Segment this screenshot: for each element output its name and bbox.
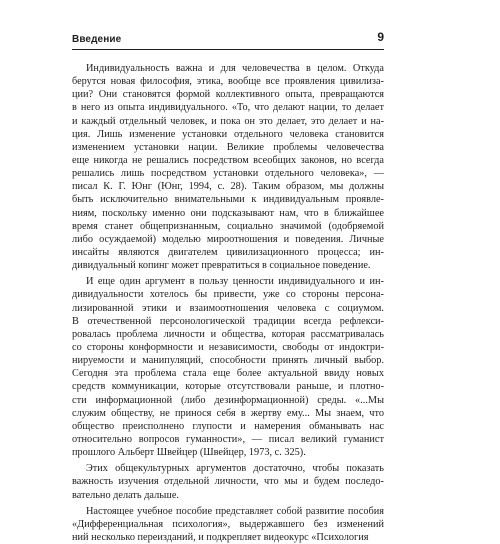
text-line: инсайты являются двигателем цивилизационного процесса; ин- xyxy=(72,246,384,258)
text-line: И еще один аргумент в пользу ценности индивидуального и ин- xyxy=(86,276,384,288)
text-line: средств коммуникации, которые отсутствовали раньше, и плотно- xyxy=(72,381,384,393)
text-line: быть исключительно внимательными к индивидуальным проявле- xyxy=(72,194,384,206)
text-line: либо осуждаемой) моделью мироотношения и поведения. Личные xyxy=(72,233,384,245)
text-line: писал К. Г. Юнг (Юнг, 1994, с. 28). Таким образом, мы должны xyxy=(72,181,384,193)
text-line: служим обществу, не принося себя в жертву ему... Мы знаем, что xyxy=(72,407,384,419)
text-line: нируемости и манипуляций, способности принять личный выбор. xyxy=(72,355,384,367)
text-line: время станет общепризнанным, социально значимой (одобряемой xyxy=(72,220,384,232)
text-line: «Дифференциальная психология», выдержавшего без изменений xyxy=(72,518,384,530)
page-number: 9 xyxy=(377,30,384,44)
text-line: Этих общекультурных аргументов достаточно, чтобы показать xyxy=(86,463,384,475)
text-line: еще никогда не решались посредством всеобщих законов, но всегда xyxy=(72,154,384,166)
paragraph xyxy=(72,505,384,544)
text-line: лизированной этики и взаимоотношения человека с социумом. xyxy=(72,302,384,314)
text-line: общество преисполнено глупости и намерения обманывать нас xyxy=(72,420,384,432)
text-line: ниям, поскольку именно они подсказывают нам, что в ближайшее xyxy=(72,207,384,219)
paragraph xyxy=(72,462,384,501)
text-line: Настоящее учебное пособие представляет собой развитие пособия xyxy=(86,505,384,517)
text-line: Сегодня эта проблема стала еще более актуальной ввиду новых xyxy=(72,368,384,380)
text-line: прошлого Альберт Швейцер (Швейцер, 1973, с. 325). xyxy=(72,447,306,459)
text-line: Индивидуальность важна и для человечества в целом. Откуда xyxy=(86,63,384,74)
text-line: в него из опыта индивидуального. «То, что делают нации, то делает xyxy=(72,102,384,114)
body-text xyxy=(72,62,384,544)
text-line: ний несколько переизданий, и подкрепляет видеокурс «Психология xyxy=(72,531,369,543)
text-line: решались лишь посредством установки отдельного человека», — xyxy=(72,168,384,180)
text-line: сти информационной (либо дезинформационной) среды. «...Мы xyxy=(72,394,384,406)
text-line: и каждый отдельный человек, и пока он это делает, это делает и на- xyxy=(72,115,384,127)
text-line: берутся новая философия, этика, вообще все проявления цивилиза- xyxy=(72,76,384,88)
text-line: ции? Они становятся формой коллективного опыта, превращаются xyxy=(72,89,384,101)
paragraph xyxy=(72,62,384,272)
paragraph xyxy=(72,275,384,459)
text-line: ция. Лишь изменение установки отдельного человека становится xyxy=(72,128,384,140)
text-line: дивидуальный копинг может превратиться в социальное поведение. xyxy=(72,260,371,272)
header-rule xyxy=(72,49,384,50)
text-line: дивидуальности хотелось бы привести, уже со стороны персона- xyxy=(72,289,384,301)
section-title: Введение xyxy=(72,34,122,45)
text-line: В отечественной персонологической традиции всегда рефлекси- xyxy=(72,315,384,327)
text-line: ровалась проблема личности и общества, которая рассматривалась xyxy=(72,328,384,340)
running-header xyxy=(72,14,384,50)
text-line: со стороны конформности и независимости, свободы от индоктри- xyxy=(72,341,384,353)
text-line: относительно вопросов гуманности», — писал великий гуманист xyxy=(72,433,384,445)
text-line: важность изучения отдельной личности, что мы и будем последо- xyxy=(72,476,384,488)
text-line: вательно делать дальше. xyxy=(72,489,179,501)
text-line: изменением установки нации. Великие проблемы человечества xyxy=(72,141,384,153)
